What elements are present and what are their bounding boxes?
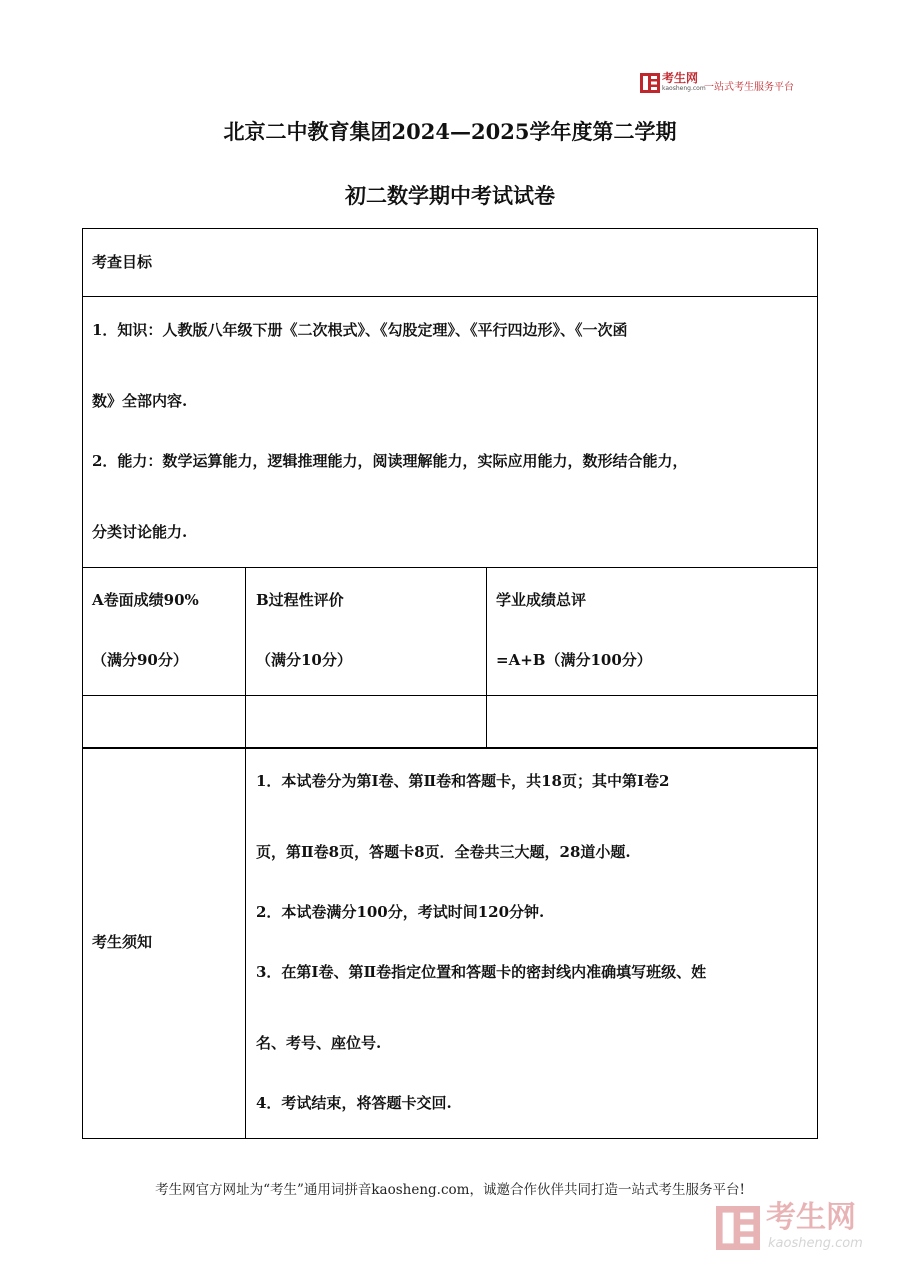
knowledge-line1: 1．知识：人教版八年级下册《二次根式》、《勾股定理》、《平行四边形》、《一次函	[92, 321, 628, 339]
logo-domain: kaosheng.com	[662, 85, 706, 92]
knowledge-line2: 数》全部内容.	[92, 392, 188, 410]
logo-brand: 考生网	[662, 71, 699, 85]
score-b-sub: （满分10分）	[256, 651, 352, 669]
header-logo	[640, 72, 810, 96]
watermark-domain: kaosheng.com	[768, 1236, 863, 1251]
info-table	[82, 228, 818, 1139]
score-total-sub: =A+B（满分100分）	[496, 651, 652, 669]
score-b-title: B过程性评价	[256, 591, 344, 609]
ability-line1: 2．能力：数学运算能力，逻辑推理能力，阅读理解能力，实际应用能力，数形结合能力，	[92, 452, 688, 470]
objective-header: 考查目标	[92, 253, 153, 271]
kaosheng-watermark-icon	[716, 1206, 760, 1250]
notice-3-line2: 名、考号、座位号.	[256, 1034, 382, 1052]
watermark-logo	[716, 1200, 886, 1256]
ability-line2: 分类讨论能力.	[92, 523, 188, 541]
exam-title-line2: 初二数学期中考试试卷	[345, 183, 555, 208]
exam-title-line1: 北京二中教育集团2024—2025学年度第二学期	[223, 119, 677, 144]
notice-label: 考生须知	[92, 933, 153, 951]
table-rule	[82, 296, 818, 297]
notice-1-line1: 1．本试卷分为第Ⅰ卷、第Ⅱ卷和答题卡，共18页；其中第Ⅰ卷2	[256, 772, 670, 790]
notice-4: 4．考试结束，将答题卡交回.	[256, 1094, 452, 1112]
score-a-entry	[83, 696, 244, 746]
kaosheng-logo-icon	[640, 73, 660, 93]
table-rule	[245, 567, 246, 1139]
table-rule	[82, 567, 818, 568]
logo-slogan: 一站式考生服务平台	[704, 82, 794, 93]
score-b-entry	[246, 696, 485, 746]
watermark-brand: 考生网	[766, 1200, 856, 1235]
score-a-sub: （满分90分）	[92, 651, 188, 669]
score-total-entry	[487, 696, 817, 746]
footer-text: 考生网官方网址为“考生”通用词拼音kaosheng.com，诚邀合作伙伴共同打造一站式考生服务平台!	[155, 1182, 745, 1198]
table-rule	[82, 747, 818, 749]
notice-3-line1: 3．在第Ⅰ卷、第Ⅱ卷指定位置和答题卡的密封线内准确填写班级、姓	[256, 963, 707, 981]
score-total-title: 学业成绩总评	[496, 591, 587, 609]
notice-1-line2: 页，第Ⅱ卷8页，答题卡8页．全卷共三大题，28道小题.	[256, 843, 631, 861]
score-a-title: A卷面成绩90%	[92, 591, 199, 609]
notice-2: 2．本试卷满分100分，考试时间120分钟.	[256, 903, 545, 921]
